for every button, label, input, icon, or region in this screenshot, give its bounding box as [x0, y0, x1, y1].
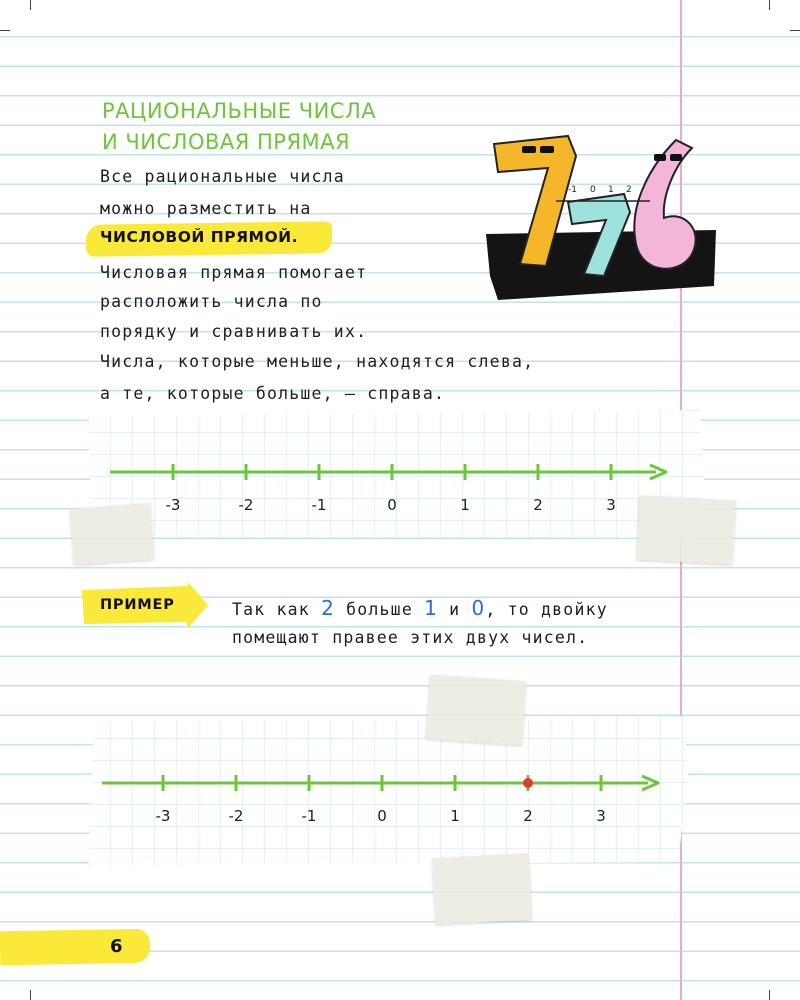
number-characters-illustration: [480, 126, 720, 306]
crop-mark: [30, 990, 31, 1000]
example-text: Так как: [232, 600, 322, 619]
example-text: , то двойку: [485, 600, 608, 619]
tick-label: 1: [460, 496, 470, 514]
tick-label: 0: [377, 807, 387, 825]
number-one: 1: [424, 596, 439, 620]
sunglasses-icon: [522, 146, 536, 153]
sunglasses-icon: [654, 154, 666, 161]
title-line-2: И ЧИСЛОВАЯ ПРЯМАЯ: [102, 130, 351, 154]
crop-mark: [790, 30, 800, 31]
intro-line-1: Все рациональные числа: [100, 167, 345, 186]
tick-label: -3: [155, 807, 171, 825]
number-line-2: [92, 762, 672, 842]
highlighted-term: ЧИСЛОВОЙ ПРЯМОЙ.: [100, 228, 299, 246]
intro-line-4: расположить числа по: [100, 292, 323, 311]
intro-line-6: Числа, которые меньше, находятся слева,: [100, 352, 535, 371]
tick-label: 2: [523, 807, 533, 825]
intro-line-3: Числовая прямая помогает: [100, 263, 368, 282]
mini-label: -1: [568, 185, 577, 195]
tick-label: 2: [533, 496, 543, 514]
tick-label: 0: [387, 496, 397, 514]
tick-label: -3: [165, 496, 181, 514]
mini-label: 1: [608, 185, 614, 195]
sunglasses-icon: [540, 146, 554, 153]
page-number-highlight: [0, 929, 150, 966]
example-badge-label: ПРИМЕР: [100, 597, 175, 613]
page-number: 6: [110, 936, 123, 957]
tape-strip: [426, 675, 526, 746]
title-line-1: РАЦИОНАЛЬНЫЕ ЧИСЛА: [102, 99, 377, 123]
mini-label: 2: [626, 185, 632, 195]
sunglasses-icon: [670, 154, 682, 161]
mini-label: 0: [590, 185, 596, 195]
crop-mark: [769, 0, 770, 10]
intro-line-7: а те, которые больше, — справа.: [100, 384, 446, 403]
intro-line-2: можно разместить на: [100, 199, 312, 218]
crop-mark: [30, 0, 31, 10]
tick-label: 3: [596, 807, 606, 825]
tick-label: -2: [228, 807, 244, 825]
tick-label: -1: [311, 496, 327, 514]
example-text: и: [438, 600, 472, 619]
tick-label: -2: [238, 496, 254, 514]
crop-mark: [0, 30, 10, 31]
example-text: больше: [335, 600, 425, 619]
tape-strip: [432, 854, 531, 925]
tick-label: -1: [301, 807, 317, 825]
page-title: [102, 96, 376, 158]
tick-label: 3: [606, 496, 616, 514]
number-line-1: [100, 455, 680, 525]
intro-line-5: порядку и сравнивать их.: [100, 322, 368, 341]
crop-mark: [769, 990, 770, 1000]
number-two: 2: [321, 596, 336, 620]
example-line-2: помещают правее этих двух чисел.: [232, 628, 589, 647]
marked-point: [523, 778, 533, 788]
example-line-1: [232, 596, 608, 620]
number-zero: 0: [471, 596, 486, 620]
tick-label: 1: [450, 807, 460, 825]
